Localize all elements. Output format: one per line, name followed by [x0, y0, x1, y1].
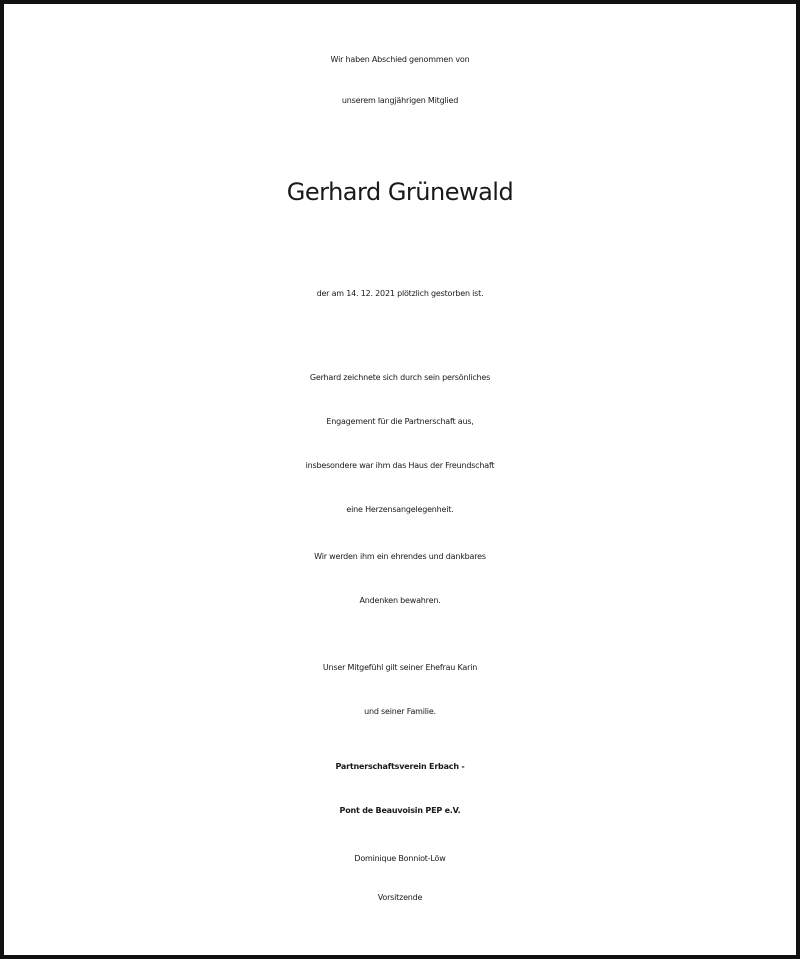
- tribute-line: insbesondere war ihm das Haus der Freundschaft: [305, 461, 495, 470]
- organization-line: Partnerschaftsverein Erbach -: [335, 762, 465, 771]
- remembrance-line: Andenken bewahren.: [359, 596, 441, 605]
- tribute-line: Gerhard zeichnete sich durch sein persönliches: [309, 373, 491, 382]
- deceased-name: Gerhard Grünewald: [286, 178, 514, 206]
- remembrance-line: Wir werden ihm ein ehrendes und dankbares: [314, 552, 486, 561]
- organization-line: Pont de Beauvoisin PEP e.V.: [339, 806, 461, 815]
- condolence-line: Unser Mitgefühl gilt seiner Ehefrau Karin: [322, 663, 478, 672]
- tribute-line: eine Herzensangelegenheit.: [346, 505, 454, 514]
- intro-line-2: unserem langjährigen Mitglied: [341, 96, 459, 105]
- signatory-title: Vorsitzende: [377, 893, 423, 902]
- intro-line-1: Wir haben Abschied genommen von: [330, 55, 470, 64]
- death-date-line: der am 14. 12. 2021 plötzlich gestorben ist.: [316, 289, 484, 298]
- condolence-line: und seiner Familie.: [364, 707, 436, 716]
- tribute-line: Engagement für die Partnerschaft aus,: [326, 417, 474, 426]
- signatory-name: Dominique Bonniot-Löw: [354, 854, 446, 863]
